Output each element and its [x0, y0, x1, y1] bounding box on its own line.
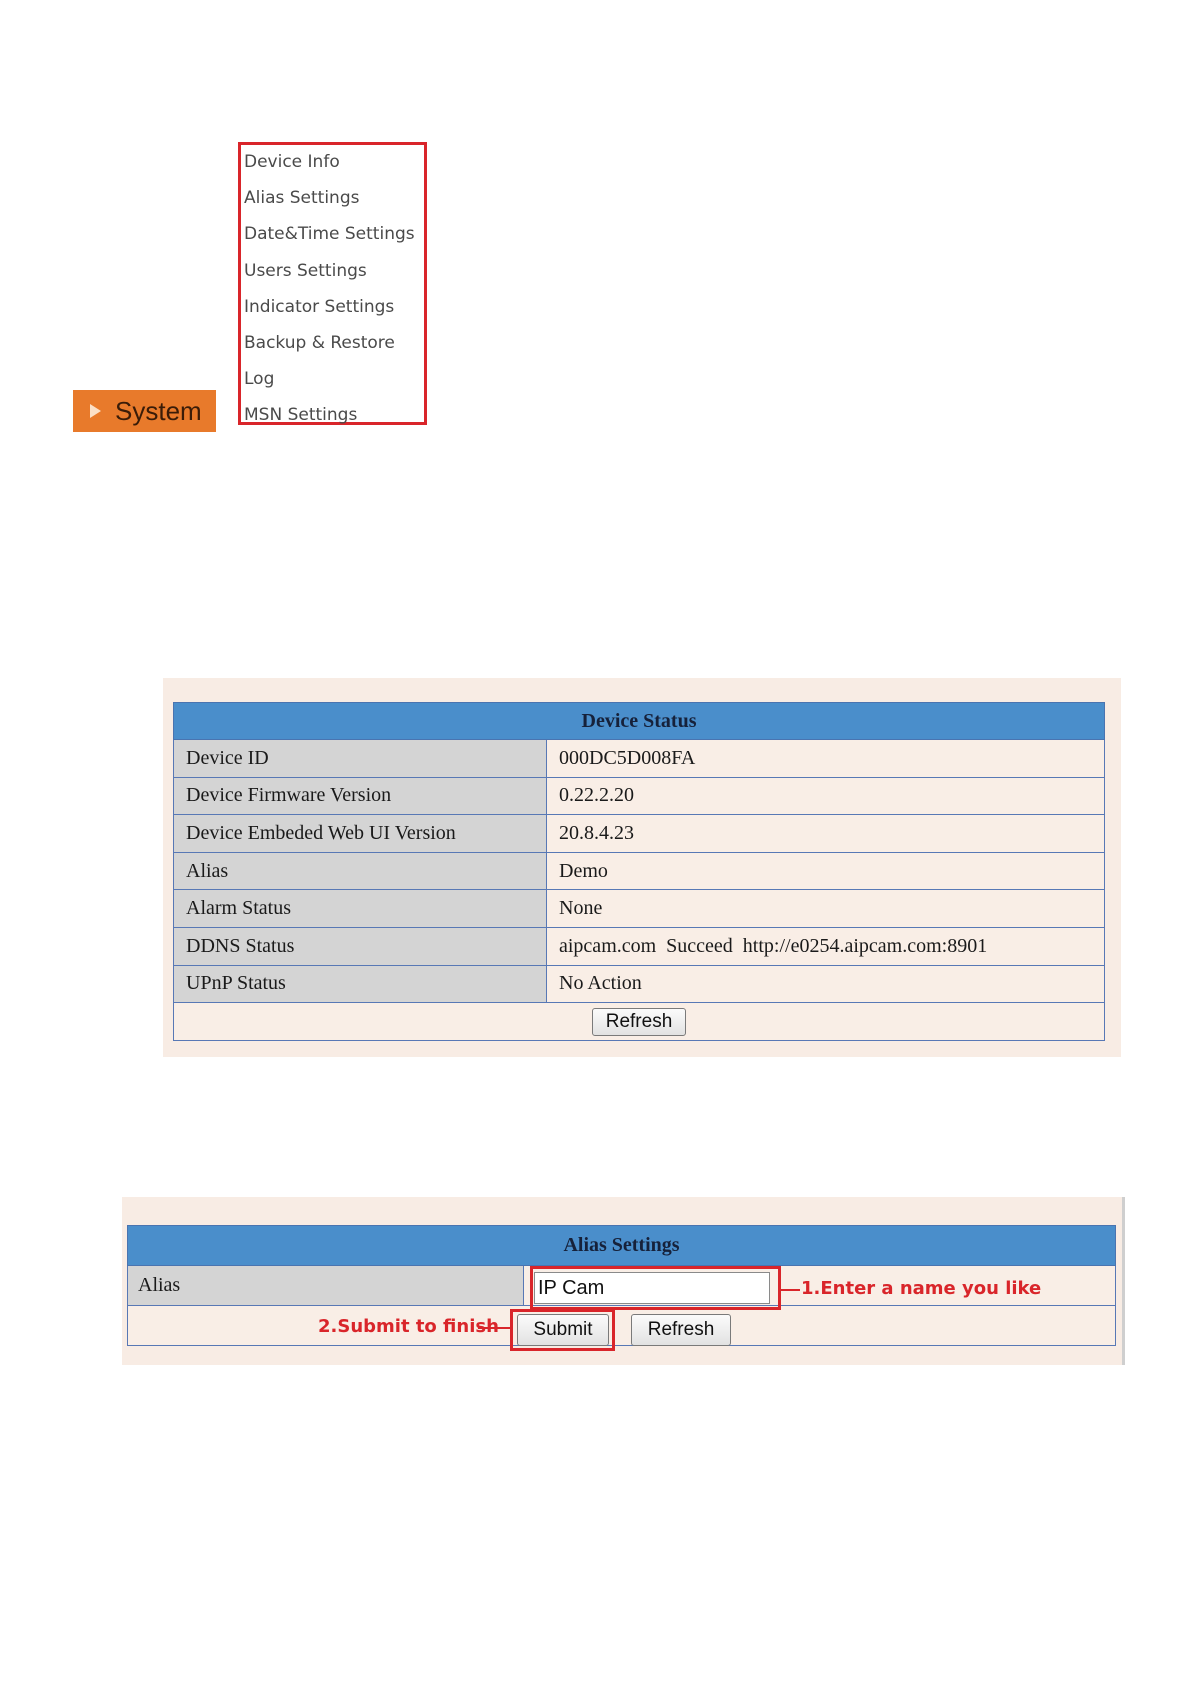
device-status-title: Device Status: [174, 703, 1105, 740]
table-row: [174, 852, 1105, 890]
web-ui-version-label: Device Embeded Web UI Version: [174, 815, 547, 853]
table-row: [174, 965, 1105, 1003]
alias-refresh-button[interactable]: Refresh: [631, 1314, 731, 1346]
upnp-status-label: UPnP Status: [174, 965, 547, 1003]
annotation-enter-name: 1.Enter a name you like: [801, 1278, 1042, 1299]
annotation-submit-finish: 2.Submit to finish: [318, 1316, 499, 1337]
submenu-item-alias-settings[interactable]: Alias Settings: [244, 188, 360, 209]
submit-button-highlight: [510, 1309, 615, 1351]
system-submenu-highlight: [238, 142, 427, 425]
submenu-item-log[interactable]: Log: [244, 369, 275, 390]
table-row: [174, 777, 1105, 815]
firmware-version-label: Device Firmware Version: [174, 777, 547, 815]
submenu-item-device-info[interactable]: Device Info: [244, 152, 340, 172]
alias-actions-row: [128, 1306, 1116, 1346]
alias-value: Demo: [547, 852, 1105, 890]
table-row: [128, 1306, 1116, 1346]
submenu-item-indicator-settings[interactable]: Indicator Settings: [244, 296, 395, 317]
ddns-status-label: DDNS Status: [174, 927, 547, 965]
device-id-value: 000DC5D008FA: [547, 740, 1105, 778]
device-id-label: Device ID: [174, 740, 547, 778]
alias-label: Alias: [174, 852, 547, 890]
refresh-button[interactable]: Refresh: [592, 1008, 687, 1036]
annotation-leader-line: [781, 1289, 800, 1291]
panel-edge-divider: [1122, 1197, 1125, 1365]
system-menu-button[interactable]: [73, 390, 216, 432]
submenu-item-msn-settings[interactable]: MSN Settings: [244, 405, 358, 426]
table-row: [174, 927, 1105, 965]
submenu-item-datetime-settings[interactable]: Date&Time Settings: [244, 224, 415, 245]
play-arrow-icon: [90, 404, 101, 418]
refresh-row: [174, 1003, 1105, 1041]
alarm-status-label: Alarm Status: [174, 890, 547, 928]
ddns-status-value: aipcam.com Succeed http://e0254.aipcam.com:8901: [547, 927, 1105, 965]
upnp-status-value: No Action: [547, 965, 1105, 1003]
table-row: [174, 740, 1105, 778]
system-menu-label: System: [115, 395, 202, 426]
table-row: [174, 815, 1105, 853]
device-status-table: [173, 702, 1105, 1041]
system-submenu: [241, 145, 424, 438]
alias-input-highlight: [530, 1266, 781, 1310]
submenu-item-users-settings[interactable]: Users Settings: [244, 260, 367, 281]
alias-input[interactable]: IP Cam: [534, 1272, 770, 1304]
table-row: [174, 890, 1105, 928]
alias-field-label: Alias: [128, 1266, 524, 1306]
submenu-item-backup-restore[interactable]: Backup & Restore: [244, 332, 395, 353]
alarm-status-value: None: [547, 890, 1105, 928]
web-ui-version-value: 20.8.4.23: [547, 815, 1105, 853]
firmware-version-value: 0.22.2.20: [547, 777, 1105, 815]
submit-button[interactable]: Submit: [517, 1314, 609, 1346]
alias-settings-title: Alias Settings: [128, 1226, 1116, 1266]
